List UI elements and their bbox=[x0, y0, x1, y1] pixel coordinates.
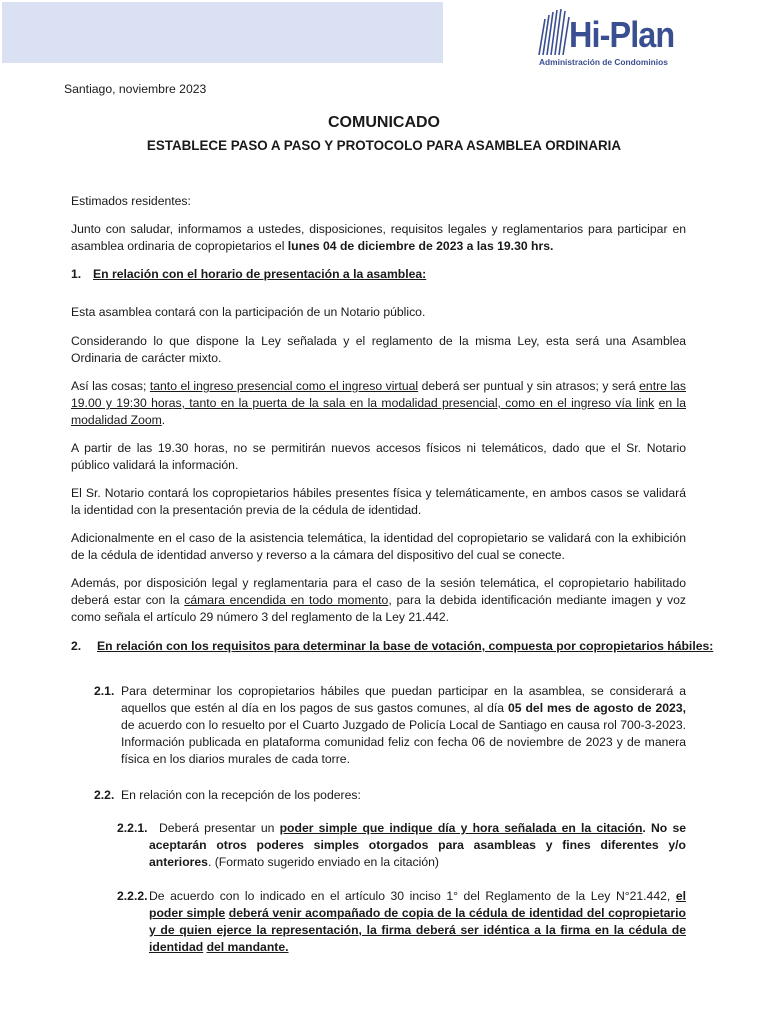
p7-underline-b: cámara encendida en todo momento bbox=[184, 593, 389, 607]
greeting: Estimados residentes: bbox=[71, 194, 191, 208]
p7-text-a: Además, por disposición legal y reglamentaria para el caso de la sesión telemática, el copropietario habilitado deberá estar con la bbox=[71, 576, 686, 607]
s21-bold-b: 05 del mes de agosto de 2023, bbox=[507, 701, 686, 715]
s221-bold-c: . No se aceptarán otros poderes simples otorgados para asambleas y fines diferentes y/o anteriores bbox=[149, 821, 686, 869]
intro-date: lunes 04 de diciembre de 2023 a las 19.30 hrs. bbox=[287, 239, 554, 253]
section-2-2-1-text bbox=[149, 820, 686, 871]
p7-text-c: , para la debida identificación mediante imagen y voz como señala el artículo 29 número 3 del reglamento de la Ley 21.442. bbox=[71, 593, 686, 624]
s221-underline-b: poder simple que indique día y hora señalada en la citación bbox=[279, 821, 643, 835]
section-1-title: En relación con el horario de presentación a la asamblea: bbox=[93, 267, 427, 281]
logo-stripes-icon bbox=[537, 9, 571, 55]
section-2-2 bbox=[94, 787, 686, 804]
section-2-2-2-text bbox=[149, 888, 686, 956]
section-2-2-1-number: 2.2.1. bbox=[117, 821, 148, 835]
intro-paragraph bbox=[71, 221, 686, 255]
section-2-1 bbox=[94, 683, 686, 768]
section-1-p1: Esta asamblea contará con la participación de un Notario público. bbox=[71, 305, 426, 319]
s221-text-d: . (Formato sugerido enviado en la citación) bbox=[207, 855, 439, 869]
logo-tagline: Administración de Condominios bbox=[539, 57, 668, 67]
section-2-1-text bbox=[121, 683, 686, 768]
s21-text-a: Para determinar los copropietarios hábiles que puedan participar en la asamblea, se considerará a aquellos que estén al día en los pagos de sus gastos comunes, al día bbox=[121, 684, 686, 715]
section-2-2-text: En relación con la recepción de los poderes: bbox=[121, 788, 361, 802]
logo-brand: Hi-Plan bbox=[569, 14, 675, 55]
section-2-2-2-number: 2.2.2. bbox=[117, 889, 148, 903]
section-2-heading bbox=[71, 638, 713, 655]
p3-text-c: deberá ser puntual y sin atrasos; y será bbox=[418, 379, 640, 393]
section-1-p4: A partir de las 19.30 horas, no se permitirán nuevos accesos físicos ni telemáticos, dado que el Sr. Notario público validará la información. bbox=[71, 441, 686, 472]
section-2-2-2 bbox=[117, 888, 686, 956]
document-date: Santiago, noviembre 2023 bbox=[64, 82, 207, 96]
section-1-p3 bbox=[71, 378, 686, 429]
section-2-2-number: 2.2. bbox=[94, 788, 115, 802]
intro-text: Junto con saludar, informamos a ustedes, disposiciones, requisitos legales y reglamentarios para participar en asamblea ordinaria de copropietarios el bbox=[71, 222, 686, 253]
s222-underline-f: del mandante. bbox=[206, 940, 289, 954]
section-2-title: En relación con los requisitos para determinar la base de votación, compuesta por copropietarios hábiles: bbox=[97, 639, 714, 653]
company-logo bbox=[537, 7, 689, 69]
p3-underline-b: tanto el ingreso presencial como el ingreso virtual bbox=[149, 379, 419, 393]
section-1-p2: Considerando lo que dispone la Ley señalada y el reglamento de la misma Ley, esta será una Asamblea Ordinaria de carácter mixto. bbox=[71, 334, 686, 365]
s222-underline-d: deberá venir acompañado de copia de la cédula de identidad del copropietario y de quien ejerce la representación, la firma deberá ser idéntica a la firma en la cédula de identidad bbox=[149, 906, 687, 954]
section-1-number: 1. bbox=[71, 267, 82, 281]
section-1-p5: El Sr. Notario contará los copropietarios hábiles presentes física y telemáticamente, en ambos casos se validará la identidad con la presentación previa de la cédula de identidad. bbox=[71, 486, 686, 517]
section-1-heading bbox=[71, 266, 426, 283]
p3-underline-f: en la modalidad Zoom bbox=[71, 396, 686, 427]
s221-text-a: Deberá presentar un bbox=[159, 821, 280, 835]
header-banner bbox=[2, 2, 443, 63]
section-1-p7 bbox=[71, 575, 686, 626]
s21-text-c: de acuerdo con lo resuelto por el Cuarto Juzgado de Policía Local de Santiago en causa rol 700-3-2023. Información publicada en plataforma comunidad feliz con fecha 06 de noviembre de 2023 y de manera física en los diarios murales de cada torre. bbox=[121, 718, 686, 766]
document-title: COMUNICADO bbox=[328, 114, 440, 131]
document-subtitle: ESTABLECE PASO A PASO Y PROTOCOLO PARA ASAMBLEA ORDINARIA bbox=[146, 138, 622, 153]
s222-text-a: De acuerdo con lo indicado en el artículo 30 inciso 1° del Reglamento de la Ley N°21.442, bbox=[149, 889, 676, 903]
s222-underline-b: el poder simple bbox=[149, 889, 686, 920]
section-1-p6: Adicionalmente en el caso de la asistencia telemática, la identidad del copropietario se validará con la exhibición de la cédula de identidad anverso y reverso a la cámara del dispositivo del cual se conecte. bbox=[71, 531, 686, 562]
p3-text-a: Así las cosas; bbox=[71, 379, 150, 393]
p3-underline-d: entre las 19.00 y 19:30 horas, tanto en la puerta de la sala en la modalidad presencial, como en el ingreso vía link bbox=[71, 379, 686, 410]
section-2-1-number: 2.1. bbox=[94, 684, 115, 698]
section-2-number: 2. bbox=[71, 639, 82, 653]
section-2-2-1 bbox=[117, 820, 686, 871]
p3-text-g: . bbox=[161, 413, 166, 427]
